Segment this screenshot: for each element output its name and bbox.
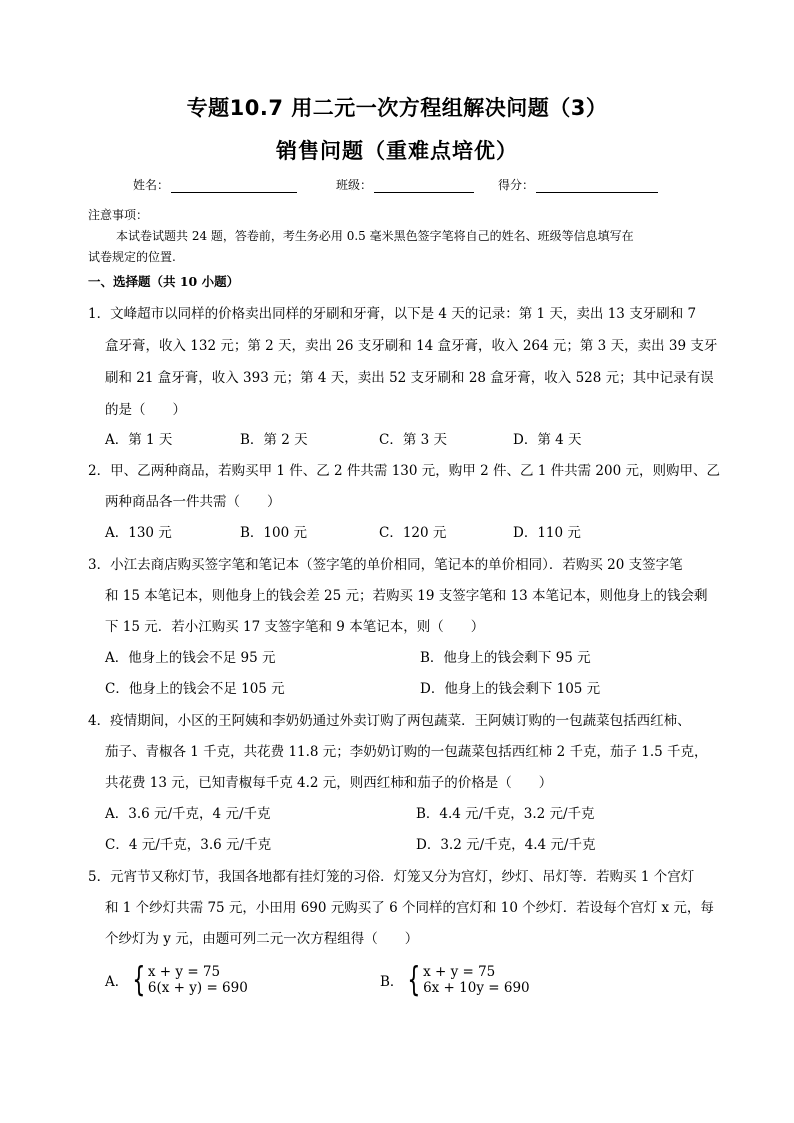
q4-option-a: A．3.6 元/千克，4 元/千克 — [105, 806, 271, 822]
class-blank[interactable] — [374, 180, 474, 193]
score-field — [498, 176, 658, 193]
q3-line-2: 和 15 本笔记本，则他身上的钱会差 25 元；若购买 19 支签字笔和 13 本笔记本，则他身上的钱会剩 — [105, 588, 708, 604]
q2-option-b: B．100 元 — [240, 525, 307, 541]
q2-line-1: 2．甲、乙两种商品，若购买甲 1 件、乙 2 件共需 130 元，购甲 2 件、乙 1 件共需 200 元，则购甲、乙 — [88, 463, 720, 479]
page-subtitle: 销售问题（重难点培优） — [276, 139, 518, 163]
q5-option-a-system — [148, 964, 248, 996]
q5-option-a — [105, 960, 248, 1000]
left-brace-icon: { — [132, 960, 146, 1000]
name-label: 姓名： — [133, 178, 170, 192]
q5-option-b-label: B． — [380, 974, 404, 990]
section-heading: 一、选择题（共 10 小题） — [88, 274, 240, 289]
q2-option-a: A．130 元 — [105, 525, 172, 541]
notice-line-1: 本试卷试题共 24 题，答卷前，考生务必用 0.5 毫米黑色签字笔将自己的姓名、班级等信息填写在 — [116, 229, 634, 243]
notice-heading: 注意事项： — [88, 208, 149, 222]
q5-option-a-eq2: 6(x + y) = 690 — [147, 980, 248, 996]
q3-option-c: C．他身上的钱会不足 105 元 — [105, 681, 285, 697]
q4-option-d: D．3.2 元/千克，4.4 元/千克 — [416, 837, 596, 853]
q1-option-c: C．第 3 天 — [379, 432, 448, 448]
q1-line-4: 的是（ ） — [105, 402, 186, 418]
q2-option-d: D．110 元 — [513, 525, 581, 541]
score-blank[interactable] — [536, 180, 658, 193]
name-field — [133, 176, 297, 193]
q4-line-3: 共花费 13 元，已知青椒每千克 4.2 元，则西红柿和茄子的价格是（ ） — [105, 775, 553, 791]
q3-option-d: D．他身上的钱会剩下 105 元 — [420, 681, 601, 697]
q1-line-1: 1．文峰超市以同样的价格卖出同样的牙刷和牙膏，以下是 4 天的记录：第 1 天，卖出 13 支牙刷和 7 — [88, 306, 697, 322]
q4-option-b: B．4.4 元/千克，3.2 元/千克 — [416, 806, 595, 822]
name-blank[interactable] — [171, 180, 297, 193]
q5-option-b-eq2: 6x + 10y = 690 — [423, 980, 530, 996]
q1-line-3: 刷和 21 盒牙膏，收入 393 元；第 4 天，卖出 52 支牙刷和 28 盒牙膏，收入 528 元；其中记录有误 — [105, 370, 714, 386]
q5-option-a-label: A． — [105, 974, 129, 990]
q5-line-1: 5．元宵节又称灯节，我国各地都有挂灯笼的习俗．灯笼又分为宫灯，纱灯、吊灯等．若购买 1 个宫灯 — [88, 869, 695, 885]
class-field — [336, 176, 474, 193]
notice-line-2: 试卷规定的位置. — [88, 250, 176, 264]
q4-option-c: C．4 元/千克，3.6 元/千克 — [105, 837, 272, 853]
q5-line-3: 个纱灯为 y 元，由题可列二元一次方程组得（ ） — [105, 931, 419, 947]
q1-option-d: D．第 4 天 — [513, 432, 582, 448]
q1-option-a: A．第 1 天 — [105, 432, 173, 448]
q3-option-a: A．他身上的钱会不足 95 元 — [105, 650, 276, 666]
q4-line-2: 茄子、青椒各 1 千克，共花费 11.8 元；李奶奶订购的一包蔬菜包括西红柿 2 千克，茄子 1.5 千克， — [105, 744, 708, 760]
q1-option-b: B．第 2 天 — [240, 432, 308, 448]
q2-option-c: C．120 元 — [379, 525, 447, 541]
q3-line-3: 下 15 元．若小江购买 17 支签字笔和 9 本笔记本，则（ ） — [105, 619, 485, 635]
q4-line-1: 4．疫情期间，小区的王阿姨和李奶奶通过外卖订购了两包蔬菜．王阿姨订购的一包蔬菜包括西红柿、 — [88, 713, 691, 729]
q5-option-b-eq1: x + y = 75 — [423, 964, 496, 980]
q5-line-2: 和 1 个纱灯共需 75 元，小田用 690 元购买了 6 个同样的宫灯和 10 个纱灯．若设每个宫灯 x 元，每 — [105, 900, 714, 916]
q3-option-b: B．他身上的钱会剩下 95 元 — [420, 650, 591, 666]
q5-option-b — [380, 960, 530, 1000]
score-label: 得分： — [498, 178, 535, 192]
q3-line-1: 3．小江去商店购买签字笔和笔记本（签字笔的单价相同，笔记本的单价相同）．若购买 20 支签字笔 — [88, 557, 683, 573]
page-title: 专题10.7 用二元一次方程组解决问题（3） — [186, 96, 608, 120]
class-label: 班级： — [336, 178, 373, 192]
q1-line-2: 盒牙膏，收入 132 元；第 2 天，卖出 26 支牙刷和 14 盒牙膏，收入 264 元；第 3 天，卖出 39 支牙 — [105, 338, 718, 354]
q5-option-b-system — [423, 964, 530, 996]
left-brace-icon: { — [407, 960, 421, 1000]
q2-line-2: 两种商品各一件共需（ ） — [105, 494, 281, 510]
q5-option-a-eq1: x + y = 75 — [147, 964, 221, 980]
